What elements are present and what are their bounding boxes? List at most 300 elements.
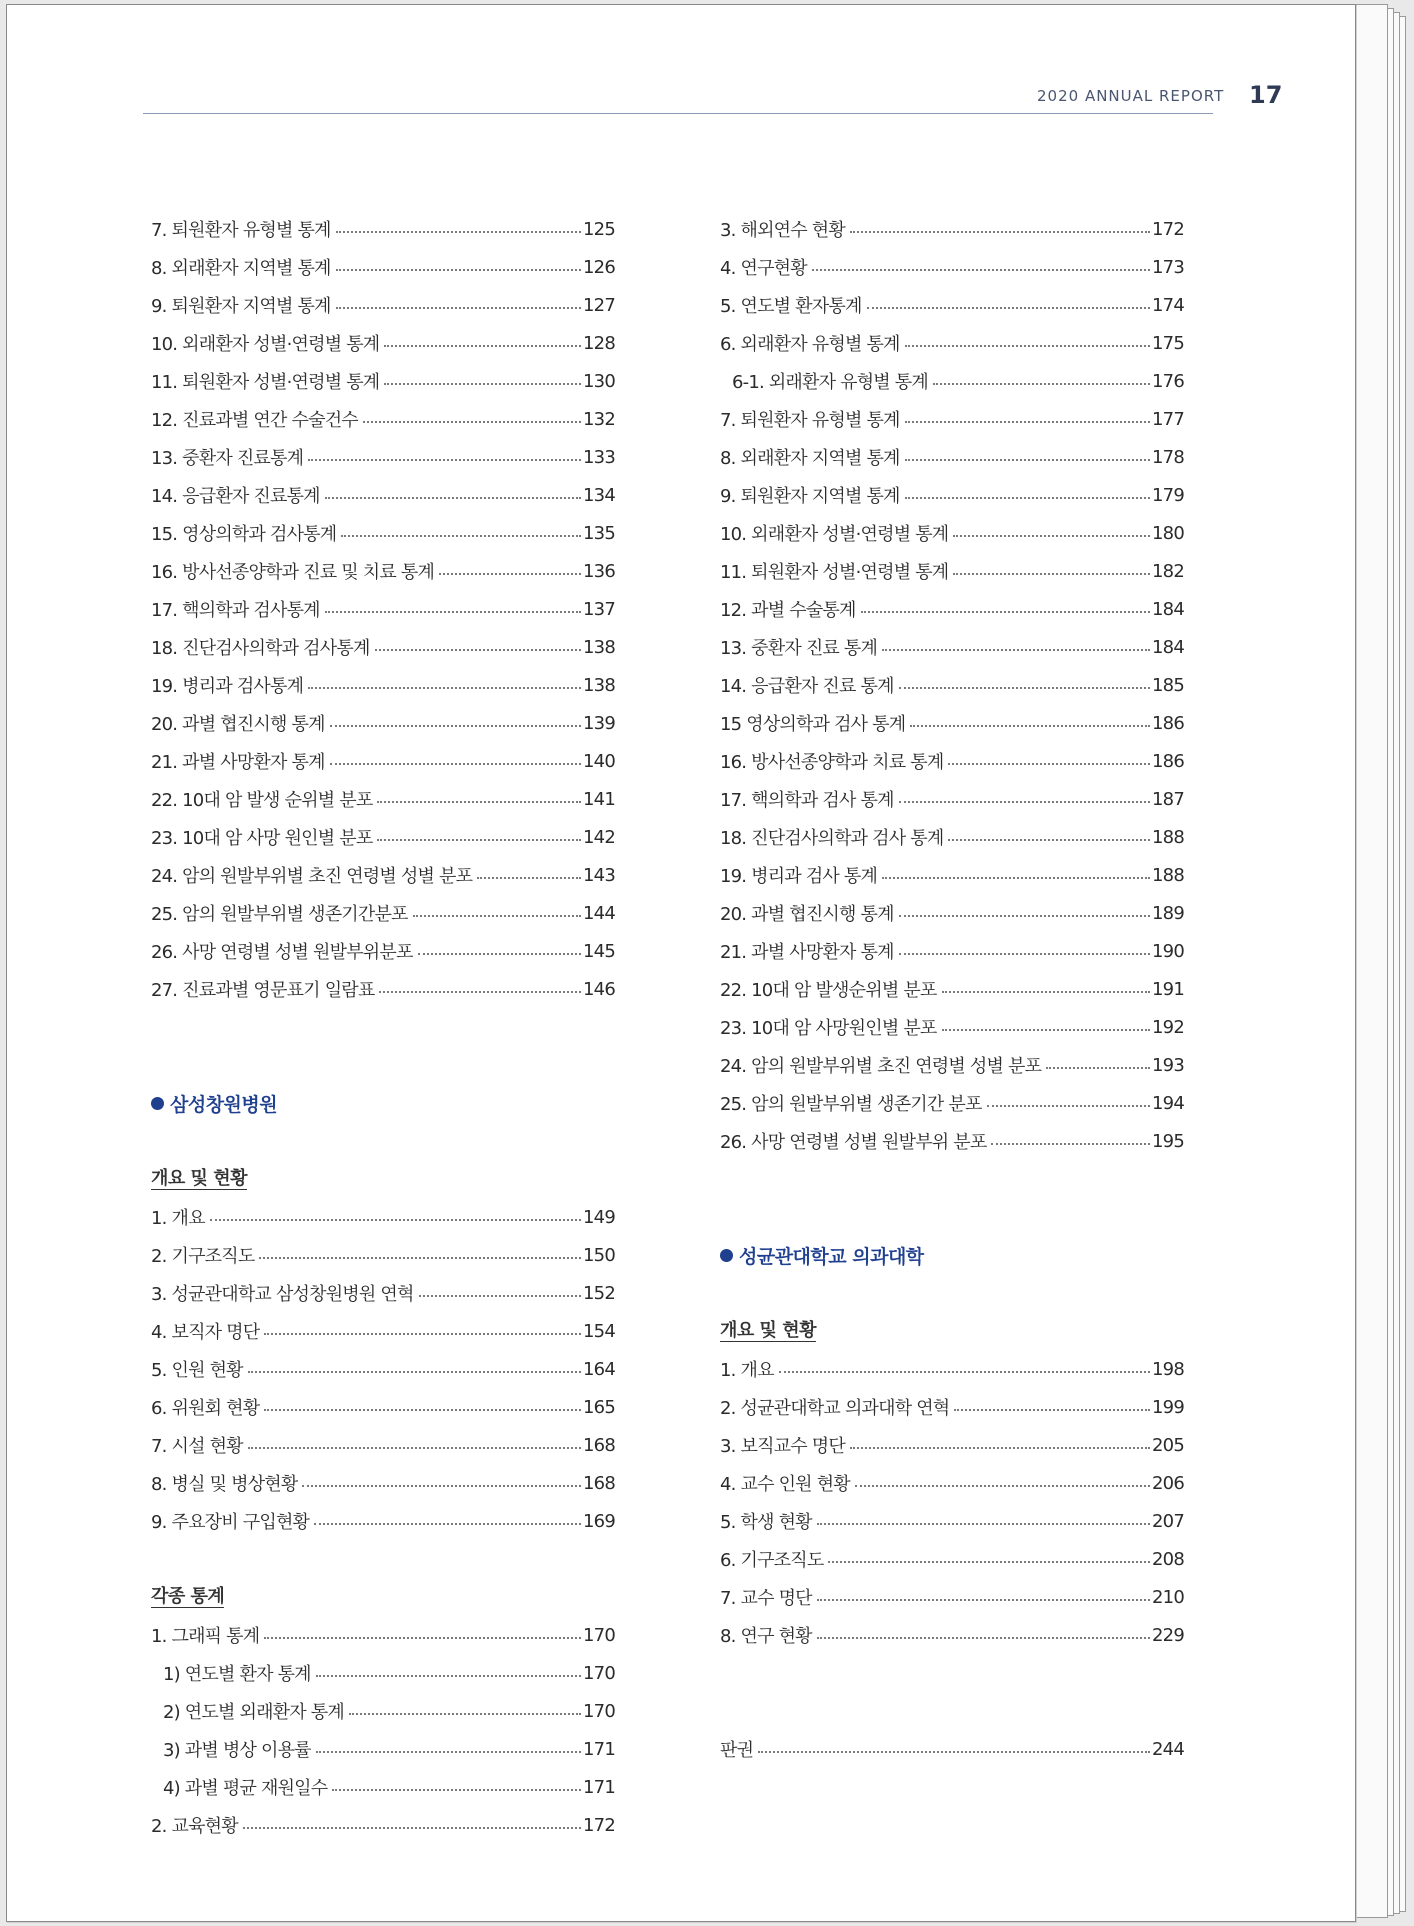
leader-dots [210,1219,581,1221]
toc-entry[interactable] [151,286,615,324]
leader-dots [308,687,581,689]
toc-entry[interactable] [151,970,615,1008]
leader-dots [384,345,581,347]
toc-entry-label: 5. 연도별 환자통계 [720,296,862,317]
toc-entry[interactable] [720,514,1184,552]
spacer [151,1122,615,1160]
leader-dots [259,1257,581,1259]
toc-entry[interactable] [151,1426,615,1464]
leader-dots [330,763,581,765]
toc-entry[interactable] [720,1616,1184,1654]
toc-entry-label: 4. 연구현황 [720,258,807,279]
toc-entry-page: 143 [583,864,615,886]
toc-entry-page: 192 [1152,1016,1184,1038]
toc-entry-label: 11. 퇴원환자 성별·연령별 통계 [151,372,380,393]
toc-entry-page: 132 [583,408,615,430]
spacer [720,1654,1184,1692]
leader-dots [264,1333,581,1335]
toc-entry-label: 2) 연도별 외래환자 통계 [163,1702,344,1723]
toc-entry-page: 198 [1152,1358,1184,1380]
toc-entry-label: 12. 진료과별 연간 수술건수 [151,410,358,431]
toc-entry-page: 177 [1152,408,1184,430]
toc-entry-page: 174 [1152,294,1184,316]
leader-dots [243,1827,581,1829]
page-edge [1352,4,1388,1918]
toc-entry-page: 149 [583,1206,615,1228]
toc-entry[interactable] [151,1654,615,1692]
document-page [6,4,1356,1922]
subsection-heading-text: 개요 및 현황 [151,1167,247,1189]
toc-entry-label: 12. 과별 수술통계 [720,600,856,621]
leader-dots [855,1485,1150,1487]
toc-entry-label: 5. 인원 현황 [151,1360,243,1381]
leader-dots [758,1751,1150,1753]
leader-dots [330,725,581,727]
leader-dots [419,1295,581,1297]
toc-entry-page: 184 [1152,598,1184,620]
toc-entry-page: 189 [1152,902,1184,924]
toc-entry-label: 10. 외래환자 성별·연령별 통계 [720,524,949,545]
toc-entry-page: 170 [583,1624,615,1646]
toc-entry-page: 182 [1152,560,1184,582]
toc-entry-label: 23. 10대 암 사망 원인별 분포 [151,828,373,849]
toc-entry[interactable] [151,894,615,932]
toc-entry-label: 14. 응급환자 진료 통계 [720,676,894,697]
toc-entry-page: 126 [583,256,615,278]
toc-entry[interactable] [151,780,615,818]
toc-entry-page: 127 [583,294,615,316]
leader-dots [316,1751,581,1753]
toc-entry-label: 15 영상의학과 검사 통계 [720,714,906,735]
toc-entry-page: 168 [583,1472,615,1494]
toc-entry[interactable] [151,1730,615,1768]
toc-entry-page: 154 [583,1320,615,1342]
toc-entry[interactable] [151,1806,615,1844]
toc-entry[interactable] [151,666,615,704]
toc-entry-label: 18. 진단검사의학과 검사통계 [151,638,370,659]
leader-dots [325,497,581,499]
toc-entry[interactable] [720,1046,1184,1084]
toc-entry[interactable] [720,1084,1184,1122]
toc-entry-page: 125 [583,218,615,240]
toc-entry-page: 244 [1152,1738,1184,1760]
leader-dots [899,801,1150,803]
toc-entry-label: 4) 과별 평균 재원일수 [163,1778,328,1799]
toc-entry-page: 206 [1152,1472,1184,1494]
section-heading-text: 성균관대학교 의과대학 [739,1245,924,1268]
toc-entry[interactable] [151,1388,615,1426]
toc-entry-label: 6-1. 외래환자 유형별 통계 [732,372,928,393]
toc-entry[interactable] [720,1426,1184,1464]
toc-entry[interactable] [151,1502,615,1540]
spacer [151,1008,615,1046]
toc-entry-page: 152 [583,1282,615,1304]
leader-dots [379,991,581,993]
leader-dots [812,269,1150,271]
toc-entry-page: 172 [583,1814,615,1836]
toc-entry[interactable] [720,856,1184,894]
toc-entry-page: 175 [1152,332,1184,354]
header-rule [143,113,1213,114]
toc-entry[interactable] [720,438,1184,476]
toc-entry[interactable] [720,742,1184,780]
leader-dots [384,383,581,385]
toc-entry-page: 137 [583,598,615,620]
toc-entry[interactable] [151,514,615,552]
toc-entry[interactable] [151,1274,615,1312]
toc-entry-copyright[interactable] [720,1730,1184,1768]
leader-dots [1046,1067,1150,1069]
toc-entry[interactable] [720,666,1184,704]
toc-entry-label: 17. 핵의학과 검사통계 [151,600,320,621]
toc-entry-label: 2. 기구조직도 [151,1246,255,1267]
toc-entry-label: 26. 사망 연령별 성별 원발부위 분포 [720,1132,987,1153]
toc-entry-label: 4. 교수 인원 현황 [720,1474,850,1495]
toc-entry-page: 186 [1152,750,1184,772]
toc-entry-label: 9. 주요장비 구입현황 [151,1512,310,1533]
toc-entry-page: 169 [583,1510,615,1532]
toc-entry[interactable] [151,1464,615,1502]
toc-entry-label: 6. 위원회 현황 [151,1398,260,1419]
toc-entry[interactable] [720,590,1184,628]
toc-left-column [151,210,615,1844]
toc-entry[interactable] [151,248,615,286]
subsection-heading [151,1578,615,1616]
toc-entry[interactable] [151,1692,615,1730]
toc-entry[interactable] [720,704,1184,742]
toc-entry[interactable] [151,210,615,248]
toc-entry-page: 176 [1152,370,1184,392]
section-heading [720,1236,1184,1274]
toc-entry-label: 6. 기구조직도 [720,1550,824,1571]
toc-entry[interactable] [720,286,1184,324]
toc-entry[interactable] [720,818,1184,856]
toc-entry[interactable] [151,856,615,894]
leader-dots [910,725,1150,727]
toc-entry[interactable] [720,362,1184,400]
toc-entry[interactable] [720,248,1184,286]
leader-dots [264,1637,581,1639]
toc-entry-label: 9. 퇴원환자 지역별 통계 [720,486,900,507]
toc-entry-label: 25. 암의 원발부위별 생존기간 분포 [720,1094,982,1115]
toc-entry-label: 18. 진단검사의학과 검사 통계 [720,828,944,849]
leader-dots [861,611,1150,613]
toc-entry[interactable] [720,932,1184,970]
leader-dots [899,687,1150,689]
leader-dots [302,1485,581,1487]
leader-dots [308,459,581,461]
spacer [720,1160,1184,1198]
toc-entry-page: 173 [1152,256,1184,278]
toc-entry-label: 8. 연구 현황 [720,1626,812,1647]
toc-entry-page: 187 [1152,788,1184,810]
toc-entry-page: 186 [1152,712,1184,734]
toc-entry[interactable] [720,1008,1184,1046]
leader-dots [905,497,1150,499]
leader-dots [942,1029,1151,1031]
toc-entry-label: 7. 교수 명단 [720,1588,812,1609]
toc-entry-page: 164 [583,1358,615,1380]
leader-dots [314,1523,581,1525]
toc-entry-page: 133 [583,446,615,468]
toc-entry[interactable] [720,210,1184,248]
toc-entry[interactable] [720,1350,1184,1388]
toc-entry-label: 19. 병리과 검사통계 [151,676,304,697]
toc-entry[interactable] [151,590,615,628]
subsection-heading [720,1312,1184,1350]
toc-entry-label: 3. 성균관대학교 삼성창원병원 연혁 [151,1284,414,1305]
toc-entry[interactable] [720,1540,1184,1578]
leader-dots [817,1523,1150,1525]
toc-entry-page: 144 [583,902,615,924]
toc-entry-label: 22. 10대 암 발생순위별 분포 [720,980,937,1001]
toc-entry[interactable] [151,1350,615,1388]
toc-entry-page: 136 [583,560,615,582]
toc-entry-label: 3) 과별 병상 이용률 [163,1740,311,1761]
section-heading [151,1084,615,1122]
subsection-heading-text: 각종 통계 [151,1585,225,1607]
toc-entry-page: 141 [583,788,615,810]
toc-entry-label: 22. 10대 암 발생 순위별 분포 [151,790,373,811]
toc-entry-page: 180 [1152,522,1184,544]
toc-entry-page: 171 [583,1738,615,1760]
toc-entry-page: 191 [1152,978,1184,1000]
spacer [720,1274,1184,1312]
toc-entry-label: 14. 응급환자 진료통계 [151,486,320,507]
toc-entry[interactable] [720,894,1184,932]
toc-entry[interactable] [720,324,1184,362]
toc-entry-label: 26. 사망 연령별 성별 원발부위분포 [151,942,413,963]
toc-entry-label: 20. 과별 협진시행 통계 [720,904,894,925]
toc-entry-label: 21. 과별 사망환자 통계 [151,752,325,773]
report-title: 2020 ANNUAL REPORT [1037,87,1225,105]
toc-entry-page: 199 [1152,1396,1184,1418]
toc-entry-label: 17. 핵의학과 검사 통계 [720,790,894,811]
toc-entry-label: 10. 외래환자 성별·연령별 통계 [151,334,380,355]
leader-dots [828,1561,1150,1563]
leader-dots [413,915,581,917]
toc-entry[interactable] [720,970,1184,1008]
leader-dots [349,1713,581,1715]
toc-entry-page: 210 [1152,1586,1184,1608]
leader-dots [954,1409,1150,1411]
leader-dots [332,1789,581,1791]
toc-entry-page: 135 [583,522,615,544]
toc-entry-page: 140 [583,750,615,772]
toc-entry-page: 128 [583,332,615,354]
bullet-icon [720,1249,733,1262]
toc-entry-page: 194 [1152,1092,1184,1114]
toc-entry-page: 146 [583,978,615,1000]
leader-dots [316,1675,581,1677]
toc-entry-label: 20. 과별 협진시행 통계 [151,714,325,735]
toc-entry[interactable] [720,1388,1184,1426]
leader-dots [336,231,581,233]
leader-dots [948,763,1150,765]
leader-dots [817,1637,1150,1639]
toc-entry-page: 179 [1152,484,1184,506]
leader-dots [850,231,1150,233]
leader-dots [418,953,581,955]
leader-dots [991,1143,1150,1145]
toc-entry-label: 1) 연도별 환자 통계 [163,1664,311,1685]
toc-entry-label: 1. 개요 [720,1360,774,1381]
toc-entry-label: 3. 보직교수 명단 [720,1436,845,1457]
toc-entry[interactable] [720,476,1184,514]
toc-entry-page: 165 [583,1396,615,1418]
toc-entry-label: 16. 방사선종양학과 치료 통계 [720,752,944,773]
toc-entry-page: 207 [1152,1510,1184,1532]
toc-entry-label: 15. 영상의학과 검사통계 [151,524,337,545]
leader-dots [779,1371,1150,1373]
toc-entry[interactable] [151,1616,615,1654]
toc-entry-label: 21. 과별 사망환자 통계 [720,942,894,963]
toc-entry-label: 11. 퇴원환자 성별·연령별 통계 [720,562,949,583]
toc-entry[interactable] [151,1236,615,1274]
toc-entry-page: 188 [1152,826,1184,848]
leader-dots [882,877,1150,879]
toc-entry-page: 138 [583,674,615,696]
toc-entry-page: 229 [1152,1624,1184,1646]
toc-entry[interactable] [720,1122,1184,1160]
leader-dots [336,307,581,309]
toc-entry-label: 판권 [720,1740,754,1761]
leader-dots [953,535,1150,537]
toc-entry-page: 195 [1152,1130,1184,1152]
toc-entry[interactable] [151,324,615,362]
toc-entry-label: 8. 외래환자 지역별 통계 [151,258,331,279]
toc-entry[interactable] [151,1198,615,1236]
toc-entry-page: 178 [1152,446,1184,468]
toc-entry[interactable] [720,400,1184,438]
leader-dots [817,1599,1150,1601]
toc-entry[interactable] [151,476,615,514]
toc-entry-label: 7. 퇴원환자 유형별 통계 [151,220,331,241]
spacer [151,1540,615,1578]
toc-entry-page: 170 [583,1662,615,1684]
toc-entry[interactable] [151,1312,615,1350]
toc-entry-page: 142 [583,826,615,848]
toc-entry-label: 8. 병실 및 병상현황 [151,1474,298,1495]
toc-entry-page: 168 [583,1434,615,1456]
toc-entry[interactable] [151,552,615,590]
toc-entry-label: 24. 암의 원발부위별 초진 연령별 성별 분포 [720,1056,1042,1077]
leader-dots [899,915,1150,917]
toc-entry-page: 190 [1152,940,1184,962]
toc-entry[interactable] [151,704,615,742]
leader-dots [377,801,581,803]
spacer [720,1198,1184,1236]
leader-dots [882,649,1150,651]
toc-entry-label: 9. 퇴원환자 지역별 통계 [151,296,331,317]
toc-entry[interactable] [151,932,615,970]
leader-dots [899,953,1150,955]
toc-entry-label: 13. 중환자 진료 통계 [720,638,878,659]
toc-entry[interactable] [720,628,1184,666]
toc-entry-page: 138 [583,636,615,658]
toc-entry[interactable] [151,362,615,400]
leader-dots [850,1447,1150,1449]
toc-entry-label: 8. 외래환자 지역별 통계 [720,448,900,469]
toc-entry[interactable] [151,1768,615,1806]
leader-dots [341,535,581,537]
bullet-icon [151,1097,164,1110]
toc-entry-label: 2. 성균관대학교 의과대학 연혁 [720,1398,950,1419]
toc-entry-label: 1. 개요 [151,1208,205,1229]
toc-entry-page: 188 [1152,864,1184,886]
toc-entry-label: 27. 진료과별 영문표기 일람표 [151,980,375,1001]
leader-dots [377,839,581,841]
toc-entry-page: 171 [583,1776,615,1798]
toc-entry-label: 25. 암의 원발부위별 생존기간분포 [151,904,408,925]
toc-entry[interactable] [720,1502,1184,1540]
toc-entry-label: 13. 중환자 진료통계 [151,448,304,469]
toc-entry-label: 3. 해외연수 현황 [720,220,845,241]
leader-dots [336,269,581,271]
toc-entry-page: 193 [1152,1054,1184,1076]
toc-entry[interactable] [151,742,615,780]
leader-dots [248,1447,581,1449]
toc-entry-page: 139 [583,712,615,734]
toc-entry[interactable] [151,628,615,666]
toc-entry-page: 185 [1152,674,1184,696]
section-heading-text: 삼성창원병원 [170,1093,278,1116]
toc-entry[interactable] [151,400,615,438]
spacer [720,1692,1184,1730]
leader-dots [477,877,581,879]
toc-entry-label: 1. 그래픽 통계 [151,1626,260,1647]
leader-dots [942,991,1151,993]
toc-entry-page: 208 [1152,1548,1184,1570]
spacer [151,1046,615,1084]
leader-dots [948,839,1150,841]
toc-entry-label: 24. 암의 원발부위별 초진 연령별 성별 분포 [151,866,473,887]
leader-dots [248,1371,581,1373]
toc-entry-label: 23. 10대 암 사망원인별 분포 [720,1018,937,1039]
subsection-heading-text: 개요 및 현황 [720,1319,816,1341]
toc-entry[interactable] [151,818,615,856]
toc-entry[interactable] [720,1464,1184,1502]
toc-entry-label: 7. 시설 현황 [151,1436,243,1457]
toc-entry[interactable] [720,552,1184,590]
toc-entry-page: 170 [583,1700,615,1722]
leader-dots [325,611,581,613]
leader-dots [953,573,1150,575]
toc-entry-page: 150 [583,1244,615,1266]
toc-entry-label: 19. 병리과 검사 통계 [720,866,878,887]
toc-entry-label: 16. 방사선종양학과 진료 및 치료 통계 [151,562,435,583]
leader-dots [933,383,1150,385]
toc-entry-page: 205 [1152,1434,1184,1456]
toc-entry[interactable] [720,780,1184,818]
toc-entry-label: 4. 보직자 명단 [151,1322,260,1343]
subsection-heading [151,1160,615,1198]
toc-entry-page: 172 [1152,218,1184,240]
leader-dots [375,649,581,651]
leader-dots [867,307,1150,309]
toc-entry-label: 2. 교육현황 [151,1816,238,1837]
leader-dots [905,459,1150,461]
toc-entry-page: 145 [583,940,615,962]
toc-entry[interactable] [720,1578,1184,1616]
toc-entry[interactable] [151,438,615,476]
toc-right-column [720,210,1184,1768]
toc-entry-page: 130 [583,370,615,392]
leader-dots [987,1105,1150,1107]
toc-entry-page: 184 [1152,636,1184,658]
toc-entry-page: 134 [583,484,615,506]
leader-dots [264,1409,581,1411]
